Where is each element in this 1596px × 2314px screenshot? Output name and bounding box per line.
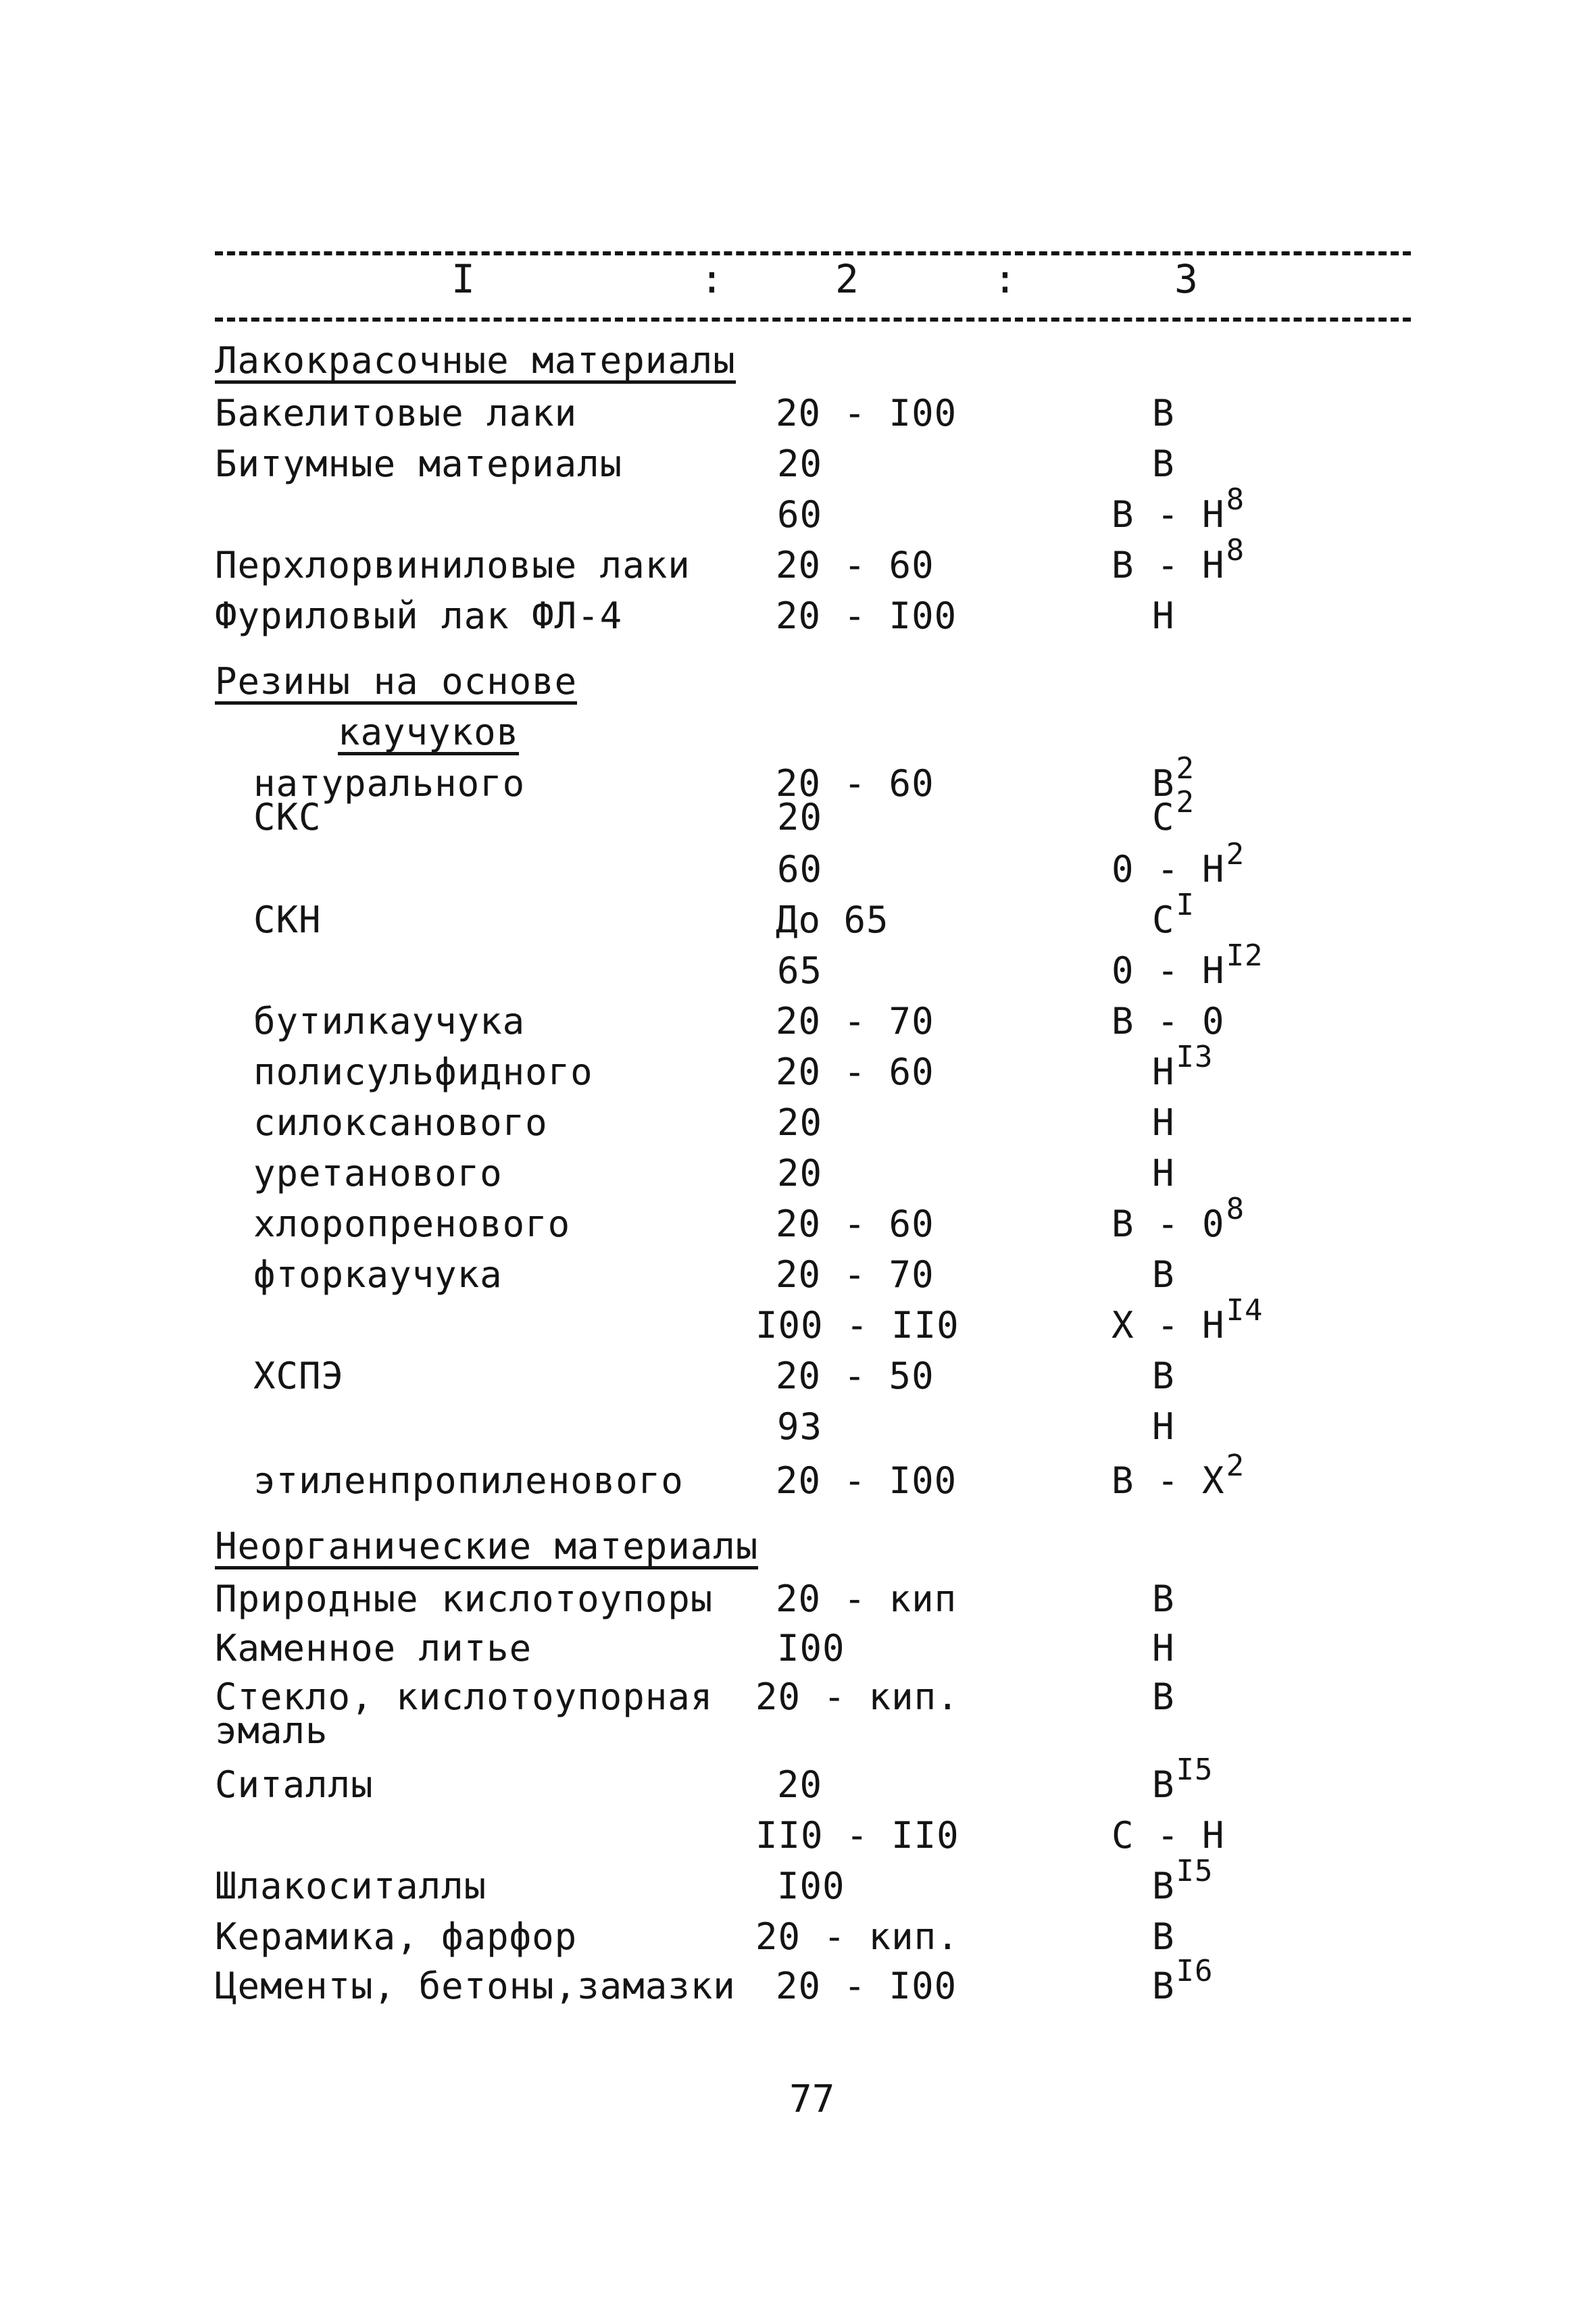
rating-value: Н [1152,1152,1175,1194]
rating-value: 0 - Н [1112,949,1225,992]
resistance-rating [1152,1101,1175,1145]
resistance-rating [1112,1814,1225,1857]
material-name: уретанового [253,1152,503,1194]
column-header-3: 3 [1174,256,1198,302]
resistance-rating [1112,1192,1245,1249]
temperature-value: II0 - II0 [755,1814,959,1857]
rating-value: Х - Н [1112,1304,1225,1347]
rating-value: В [1152,392,1175,434]
temperature-value: I00 - II0 [755,1304,959,1347]
temperature-value: 20 - кип. [755,1676,959,1718]
rating-value: Н [1152,1627,1175,1669]
material-name: Шлакоситаллы [215,1865,487,1907]
resistance-rating [1112,1293,1264,1350]
resistance-rating [1112,1000,1225,1043]
section-heading: Резины на основе [215,662,577,705]
material-name: СКС [253,796,322,838]
temperature-value: 93 [777,1405,823,1448]
material-name: хлоропренового [253,1203,571,1245]
temperature-value: 20 - I00 [776,1459,957,1502]
material-name: бутилкаучука [253,1000,526,1042]
footnote-reference: 2 [1176,785,1195,820]
resistance-rating [1152,1676,1175,1719]
temperature-value: 20 [777,1101,823,1144]
rating-value: Н [1152,1405,1175,1448]
page-number: 77 [789,2078,835,2121]
material-name: силоксанового [253,1101,548,1144]
temperature-value: 20 [777,796,823,838]
temperature-value: 20 - кип. [755,1915,959,1958]
footnote-reference: 8 [1226,1192,1245,1226]
temperature-value: 20 - I00 [776,392,957,434]
temperature-value: I00 [777,1627,845,1669]
footnote-reference: I5 [1176,1854,1214,1888]
material-name: ХСПЭ [253,1355,345,1397]
footnote-reference: I5 [1176,1753,1214,1787]
footnote-reference: I3 [1176,1040,1214,1074]
temperature-value: 20 - кип [776,1578,957,1620]
table-header-rule [215,318,1411,322]
rating-value: В [1152,1355,1175,1397]
resistance-rating [1152,1753,1214,1809]
column-header-1: I [451,256,475,302]
rating-value: В - 0 [1112,1000,1225,1042]
rating-value: С - Н [1112,1814,1225,1857]
footnote-reference: 8 [1226,482,1245,517]
rating-value: 0 - Н [1112,848,1225,890]
column-separator-1: : [700,256,724,302]
temperature-value: 20 [777,1152,823,1194]
resistance-rating [1152,888,1195,945]
material-name: натурального [253,762,526,805]
table-top-rule [215,251,1411,255]
resistance-rating [1152,1355,1175,1398]
material-name: Керамика, фарфор [215,1915,578,1958]
resistance-rating [1112,938,1264,995]
material-name: Битумные материалы [215,443,623,485]
rating-value: В [1152,1253,1175,1296]
section-heading: Неорганические материалы [215,1527,758,1569]
resistance-rating [1152,1954,1214,2011]
resistance-rating [1112,837,1245,894]
resistance-rating [1152,1854,1214,1911]
resistance-rating [1152,1152,1175,1195]
temperature-value: 20 - 50 [776,1355,934,1397]
footnote-reference: 2 [1176,751,1195,786]
material-name: Стекло, кислотоупорная [215,1676,714,1718]
resistance-rating [1152,595,1175,638]
resistance-rating [1152,1915,1175,1959]
rating-value: С [1152,899,1175,941]
material-name: полисульфидного [253,1051,593,1093]
temperature-value: 20 [777,1763,823,1806]
temperature-value: 20 - I00 [776,595,957,637]
temperature-value: 20 - I00 [776,1965,957,2007]
footnote-reference: I4 [1226,1293,1264,1328]
material-name: Каменное литье [215,1627,532,1669]
rating-value: В [1152,443,1175,485]
temperature-value: I00 [777,1865,845,1907]
rating-value: В [1152,1578,1175,1620]
footnote-reference: 8 [1226,533,1245,568]
resistance-rating [1152,1578,1175,1621]
resistance-rating [1152,443,1175,486]
rating-value: Н [1152,1051,1175,1093]
resistance-rating [1152,785,1195,842]
resistance-rating [1152,1627,1175,1670]
temperature-value: 20 - 70 [776,1000,934,1042]
column-header-2: 2 [835,256,859,302]
footnote-reference: I2 [1226,938,1264,973]
rating-value: В [1152,1915,1175,1958]
temperature-value: 20 - 60 [776,544,934,586]
footnote-reference: I6 [1176,1954,1214,1988]
rating-value: В - 0 [1112,1203,1225,1245]
rating-value: В [1152,762,1175,805]
rating-value: В [1152,1965,1175,2007]
rating-value: С [1152,796,1175,838]
rating-value: В - Н [1112,493,1225,536]
footnote-reference: I [1176,888,1195,922]
footnote-reference: 2 [1226,1449,1245,1483]
resistance-rating [1112,1449,1245,1505]
material-name: СКН [253,899,322,941]
rating-value: Н [1152,595,1175,637]
rating-value: В [1152,1763,1175,1806]
material-name: Фуриловый лак ФЛ-4 [215,595,623,637]
material-name: этиленпропиленового [253,1459,684,1502]
temperature-value: 20 - 70 [776,1253,934,1296]
material-name: эмаль [215,1709,328,1752]
temperature-value: 20 - 60 [776,762,934,805]
resistance-rating [1152,1405,1175,1449]
column-separator-2: : [993,256,1017,302]
resistance-rating [1112,482,1245,539]
temperature-value: 20 - 60 [776,1203,934,1245]
material-name: Перхлорвиниловые лаки [215,544,691,586]
temperature-value: 65 [777,949,823,992]
rating-value: Н [1152,1101,1175,1144]
rating-value: В - Н [1112,544,1225,586]
temperature-value: 60 [777,848,823,890]
section-heading: Лакокрасочные материалы [215,341,736,384]
temperature-value: До 65 [776,899,889,941]
resistance-rating [1152,1040,1214,1097]
section-heading: каучуков [338,713,519,755]
resistance-rating [1152,392,1175,435]
rating-value: В [1152,1865,1175,1907]
temperature-value: 60 [777,493,823,536]
rating-value: В - Х [1112,1459,1225,1502]
material-name: Ситаллы [215,1763,374,1806]
material-name: Бакелитовые лаки [215,392,578,434]
temperature-value: 20 - 60 [776,1051,934,1093]
resistance-rating [1112,533,1245,590]
material-name: Природные кислотоупоры [215,1578,714,1620]
temperature-value: 20 [777,443,823,485]
material-name: Цементы, бетоны,замазки [215,1965,736,2007]
resistance-rating [1152,1253,1175,1297]
footnote-reference: 2 [1226,837,1245,872]
material-name: фторкаучука [253,1253,503,1296]
rating-value: В [1152,1676,1175,1718]
